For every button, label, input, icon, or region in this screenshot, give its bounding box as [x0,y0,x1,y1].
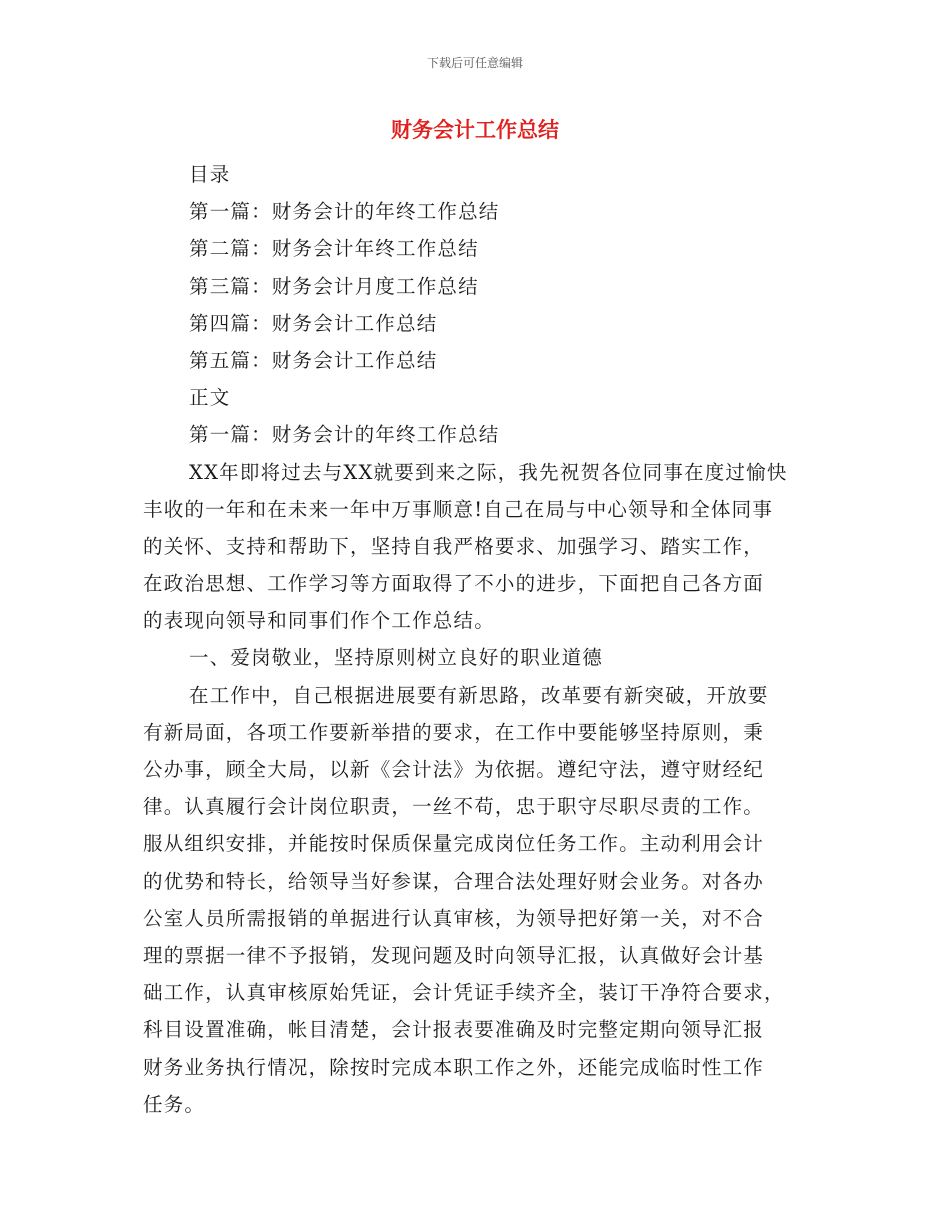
paragraph-line: 财务业务执行情况，除按时完成本职工作之外，还能完成临时性工作 [143,1055,765,1079]
paragraph-line: 的优势和特长，给领导当好参谋，合理合法处理好财会业务。对各办 [143,869,765,893]
paragraph-line: 在政治思想、工作学习等方面取得了不小的进步，下面把自己各方面 [143,572,765,596]
toc-item: 第一篇：财务会计的年终工作总结 [189,200,500,224]
toc-item: 第二篇：财务会计年终工作总结 [189,237,479,261]
paragraph-line: 理的票据一律不予报销，发现问题及时向领导汇报，认真做好会计基 [143,943,765,967]
toc-heading: 目录 [189,163,231,186]
toc-item: 第五篇：财务会计工作总结 [189,348,438,372]
paragraph-line: 公办事，顾全大局，以新《会计法》为依据。遵纪守法，遵守财经纪 [143,758,765,781]
paragraph-line: 的关怀、支持和帮助下，坚持自我严格要求、加强学习、踏实工作， [143,534,765,558]
toc-item: 第四篇：财务会计工作总结 [189,311,438,335]
paragraph-line: 础工作，认真审核原始凭证，会计凭证手续齐全，装订干净符合要求， [143,981,785,1005]
section-title: 一、爱岗敬业，坚持原则树立良好的职业道德 [189,646,604,670]
paragraph-line: 丰收的一年和在未来一年中万事顺意!自己在局与中心领导和全体同事 [143,497,774,521]
toc-item: 第三篇：财务会计月度工作总结 [189,274,479,298]
paragraph-line: 科目设置准确，帐目清楚，会计报表要准确及时完整定期向领导汇报 [143,1018,765,1042]
document-title: 财务会计工作总结 [391,118,559,142]
document-body [143,156,805,1123]
paragraph-line: 公室人员所需报销的单据进行认真审核，为领导把好第一关，对不合 [143,906,765,930]
body-heading: 正文 [189,386,231,410]
paragraph-line: 有新局面，各项工作要新举措的要求，在工作中要能够坚持原则，秉 [143,720,765,744]
paragraph-line: 在工作中，自己根据进展要有新思路，改革要有新突破，开放要 [189,683,769,707]
paragraph-line: 服从组织安排，并能按时保质保量完成岗位任务工作。主动利用会计 [143,832,765,856]
header-note: 下载后可任意编辑 [426,56,523,70]
paragraph-line: 律。认真履行会计岗位职责，一丝不苟，忠于职守尽职尽责的工作。 [143,795,765,819]
chapter-title: 第一篇：财务会计的年终工作总结 [189,423,500,447]
paragraph-line: 任务。 [143,1092,206,1116]
paragraph-line: 的表现向领导和同事们作个工作总结。 [143,609,495,633]
paragraph-line: XX年即将过去与XX就要到来之际，我先祝贺各位同事在度过愉快 [189,460,788,484]
